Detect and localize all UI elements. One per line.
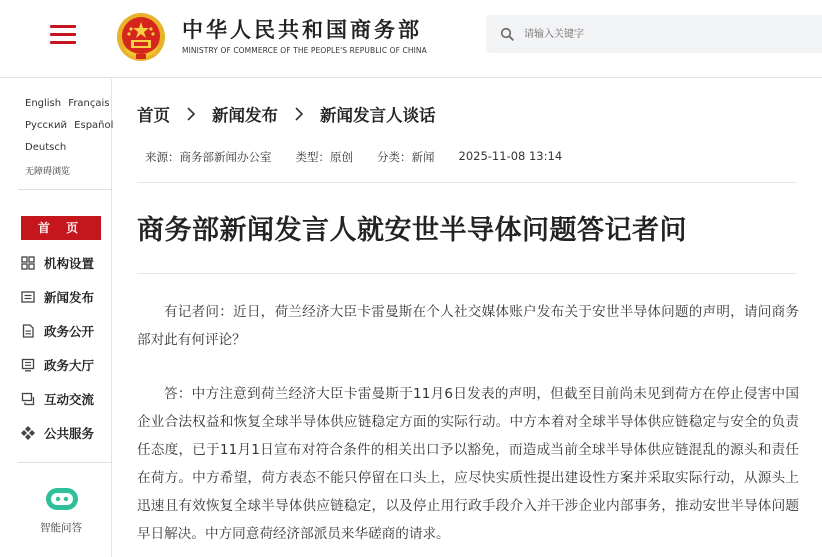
sidebar-item-label: 机构设置 [44, 256, 95, 271]
site-header [0, 0, 822, 78]
accessibility-link[interactable]: 无障碍浏览 [25, 167, 71, 177]
lang-russian-link[interactable]: Русский [25, 120, 67, 131]
article-title: 商务部新闻发言人就安世半导体问题答记者问 [137, 215, 687, 246]
sidebar-item-label: 政务大厅 [44, 358, 95, 373]
breadcrumb-home[interactable]: 首页 [137, 106, 170, 125]
divider [137, 273, 797, 274]
lang-english-link[interactable]: English [25, 98, 62, 109]
language-row-4 [25, 164, 74, 177]
chevron-right-icon [294, 106, 304, 122]
national-emblem-icon[interactable] [116, 12, 166, 62]
menu-icon[interactable] [50, 24, 78, 46]
chevron-right-icon [186, 106, 196, 122]
smart-qa-button[interactable] [38, 484, 86, 518]
breadcrumb [137, 101, 436, 127]
site-title[interactable]: 中华人民共和国商务部 [182, 18, 422, 42]
public-service-icon [20, 425, 36, 441]
lang-spanish-link[interactable]: Español [74, 120, 114, 131]
search-input[interactable] [524, 24, 804, 44]
meta-type: 类型：原创 [295, 150, 353, 164]
sidebar-item-affairs[interactable] [20, 320, 94, 342]
divider [137, 182, 797, 183]
site-subtitle: MINISTRY OF COMMERCE OF THE PEOPLE'S REPUBLIC OF CHINA [182, 46, 427, 55]
news-icon [20, 289, 36, 305]
document-icon [20, 323, 36, 339]
sidebar-item-label: 新闻发布 [44, 290, 95, 305]
search-box [486, 15, 822, 53]
smart-qa-label: 智能问答 [40, 522, 82, 534]
service-hall-icon [20, 357, 36, 373]
sidebar-item-news[interactable] [20, 286, 94, 308]
meta-category: 分类：新闻 [377, 150, 435, 164]
sidebar-item-label: 政务公开 [44, 324, 95, 339]
search-icon[interactable] [500, 27, 514, 41]
article-paragraph: 有记者问：近日，荷兰经济大臣卡雷曼斯在个人社交媒体账户发布关于安世半导体问题的声明，请问商务部对此有何评论？ [137, 304, 799, 348]
article-meta [145, 149, 586, 165]
article-paragraph: 答：中方注意到荷兰经济大臣卡雷曼斯于11月6日发表的声明，但截至目前尚未见到荷方在停止侵害中国企业合法权益和恢复全球半导体供应链稳定方面的实际行动。中方本着对全球半导体供应链稳定与安全的负责任态度，已于11月1日宣布对符合条件的相关出口予以豁免，而造成当前全球半导体供应链混乱的源头和责任在荷方。中方希望，荷方表态不能只停留在口头上，应尽快实质性提出建设性方案并采取实际行动，从源头上迅速且有效恢复全球半导体供应链稳定，以及停止用行政手段介入并干涉企业内部事务，推动安世半导体问题早日解决。中方同意荷经济部派员来华磋商的请求。 [137, 386, 799, 542]
sidebar-item-label: 互动交流 [44, 392, 95, 407]
org-structure-icon [20, 255, 36, 271]
sidebar-divider [18, 189, 112, 190]
sidebar-item-org[interactable] [20, 252, 94, 274]
lang-french-link[interactable]: Français [68, 98, 110, 109]
sidebar-item-service-hall[interactable] [20, 354, 94, 376]
language-row-1 [25, 98, 114, 109]
language-row-2 [25, 120, 117, 131]
language-row-3 [25, 142, 70, 153]
breadcrumb-news[interactable]: 新闻发布 [212, 106, 278, 125]
sidebar-item-label: 公共服务 [44, 426, 95, 441]
sidebar [0, 79, 112, 557]
sidebar-item-public-service[interactable] [20, 422, 94, 444]
sidebar-home-button[interactable]: 首 页 [21, 216, 101, 240]
sidebar-item-interaction[interactable] [20, 388, 94, 410]
meta-source: 来源：商务部新闻办公室 [145, 150, 272, 164]
interaction-icon [20, 391, 36, 407]
lang-german-link[interactable]: Deutsch [25, 142, 67, 153]
breadcrumb-spokesperson[interactable]: 新闻发言人谈话 [320, 106, 436, 125]
sidebar-divider [18, 462, 112, 463]
robot-icon [43, 484, 81, 514]
meta-datetime: 2025-11-08 13:14 [458, 149, 563, 163]
